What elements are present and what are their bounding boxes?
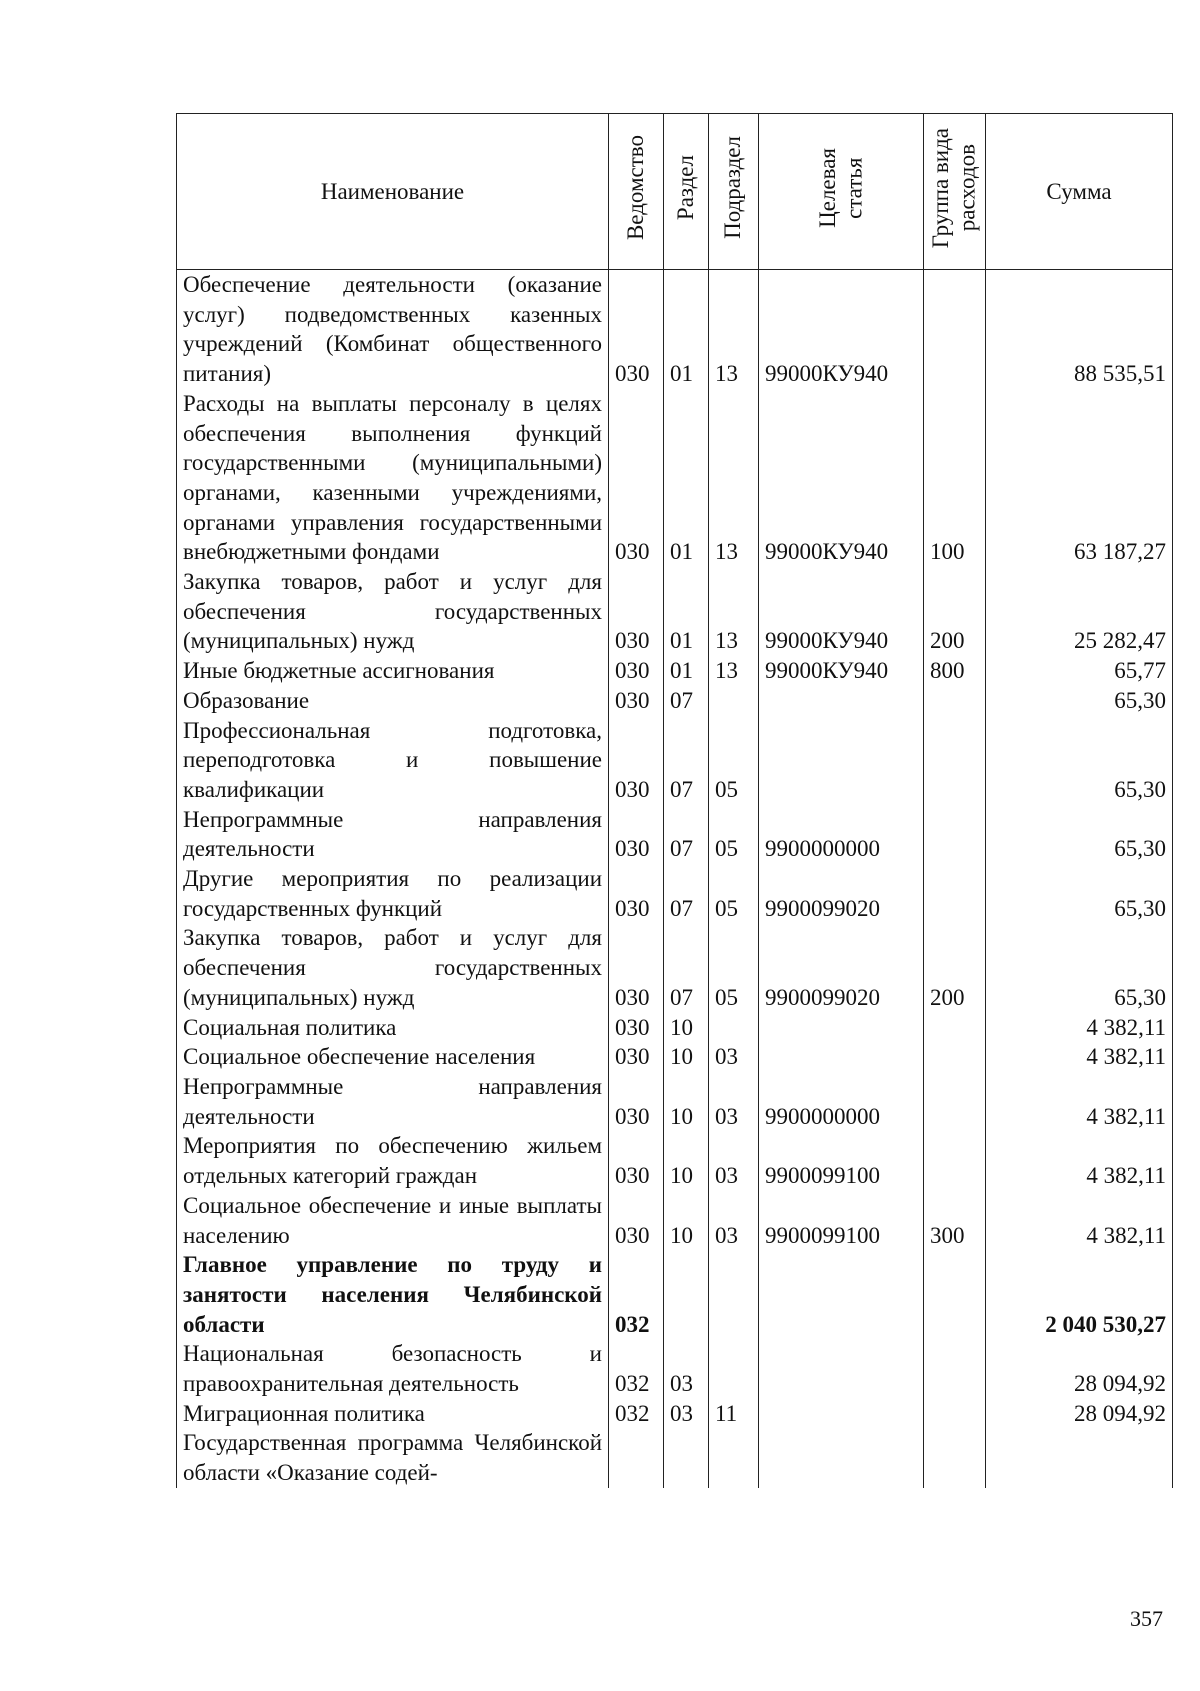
- table-row: [177, 567, 1173, 656]
- row-name: Непрограммные направления деятельности: [177, 1072, 609, 1131]
- row-target: 99000КУ940: [759, 270, 924, 389]
- row-vedomstvo: 030: [609, 1013, 664, 1043]
- table-row: [177, 1042, 1173, 1072]
- row-name: Образование: [177, 686, 609, 716]
- table-row: [177, 1399, 1173, 1429]
- row-vedomstvo: 032: [609, 1339, 664, 1398]
- table-row: [177, 270, 1173, 389]
- row-name: Расходы на выплаты персоналу в целях обеспечения выполнения функций государственными (муниципальными) органами, казенными учреждениями, органами управления государственными внебюджетными фондами: [177, 389, 609, 567]
- row-sum: 65,30: [986, 716, 1173, 805]
- row-group: [924, 1399, 986, 1429]
- row-group: [924, 716, 986, 805]
- row-name: Другие мероприятия по реализации государственных функций: [177, 864, 609, 923]
- row-group: [924, 270, 986, 389]
- row-vedomstvo: 030: [609, 567, 664, 656]
- row-name: Закупка товаров, работ и услуг для обеспечения государственных (муниципальных) нужд: [177, 923, 609, 1012]
- row-sum: 4 382,11: [986, 1042, 1173, 1072]
- row-target: [759, 1042, 924, 1072]
- row-vedomstvo: 030: [609, 1131, 664, 1190]
- row-podrazdel: 03: [709, 1131, 759, 1190]
- row-podrazdel: 13: [709, 656, 759, 686]
- row-vedomstvo: 030: [609, 656, 664, 686]
- row-group: [924, 1428, 986, 1487]
- row-name: Мероприятия по обеспечению жильем отдельных категорий граждан: [177, 1131, 609, 1190]
- row-razdel: 07: [664, 716, 709, 805]
- table-row: [177, 1072, 1173, 1131]
- row-podrazdel: [709, 1339, 759, 1398]
- col-header-name: Наименование: [177, 114, 609, 270]
- row-vedomstvo: 032: [609, 1399, 664, 1429]
- row-name: Социальное обеспечение населения: [177, 1042, 609, 1072]
- row-target: [759, 716, 924, 805]
- row-target: 9900099100: [759, 1191, 924, 1250]
- table-row: [177, 1250, 1173, 1339]
- row-razdel: 10: [664, 1191, 709, 1250]
- row-podrazdel: 13: [709, 389, 759, 567]
- row-group: [924, 1072, 986, 1131]
- row-sum: 88 535,51: [986, 270, 1173, 389]
- row-target: 9900000000: [759, 805, 924, 864]
- row-podrazdel: 03: [709, 1191, 759, 1250]
- table-row: [177, 1428, 1173, 1487]
- row-group: [924, 1013, 986, 1043]
- row-name: Профессиональная подготовка, переподготовка и повышение квалификации: [177, 716, 609, 805]
- row-podrazdel: 03: [709, 1072, 759, 1131]
- row-sum: 4 382,11: [986, 1013, 1173, 1043]
- table-row: [177, 389, 1173, 567]
- row-vedomstvo: 030: [609, 389, 664, 567]
- row-razdel: 01: [664, 656, 709, 686]
- col-header-podrazdel: Подраздел: [709, 114, 759, 270]
- row-target: [759, 686, 924, 716]
- row-podrazdel: 13: [709, 270, 759, 389]
- row-target: [759, 1399, 924, 1429]
- row-group: 300: [924, 1191, 986, 1250]
- row-vedomstvo: 030: [609, 923, 664, 1012]
- row-target: 99000КУ940: [759, 567, 924, 656]
- row-target: [759, 1339, 924, 1398]
- row-name: Непрограммные направления деятельности: [177, 805, 609, 864]
- table-row: [177, 923, 1173, 1012]
- row-sum: 65,30: [986, 805, 1173, 864]
- row-group: [924, 686, 986, 716]
- row-razdel: [664, 1428, 709, 1487]
- row-vedomstvo: 030: [609, 270, 664, 389]
- row-name: Социальная политика: [177, 1013, 609, 1043]
- row-vedomstvo: 030: [609, 1072, 664, 1131]
- row-group: [924, 805, 986, 864]
- row-target: [759, 1428, 924, 1487]
- col-header-vedomstvo: Ведомство: [609, 114, 664, 270]
- row-podrazdel: 05: [709, 864, 759, 923]
- table-header-row: [177, 114, 1173, 270]
- col-header-sum: Сумма: [986, 114, 1173, 270]
- row-sum: 28 094,92: [986, 1339, 1173, 1398]
- row-podrazdel: [709, 686, 759, 716]
- row-group: [924, 1250, 986, 1339]
- table-row: [177, 864, 1173, 923]
- row-razdel: 03: [664, 1399, 709, 1429]
- row-name: Национальная безопасность и правоохранительная деятельность: [177, 1339, 609, 1398]
- row-sum: 4 382,11: [986, 1072, 1173, 1131]
- row-razdel: 10: [664, 1131, 709, 1190]
- row-razdel: [664, 1250, 709, 1339]
- row-name: Обеспечение деятельности (оказание услуг) подведомственных казенных учреждений (Комбинат общественного питания): [177, 270, 609, 389]
- table-row: [177, 1339, 1173, 1398]
- row-razdel: 10: [664, 1042, 709, 1072]
- row-vedomstvo: 032: [609, 1250, 664, 1339]
- table-row: [177, 656, 1173, 686]
- row-podrazdel: 05: [709, 716, 759, 805]
- row-target: [759, 1013, 924, 1043]
- row-razdel: 01: [664, 567, 709, 656]
- row-sum: 4 382,11: [986, 1131, 1173, 1190]
- row-target: 9900099100: [759, 1131, 924, 1190]
- row-target: 99000КУ940: [759, 389, 924, 567]
- row-target: 99000КУ940: [759, 656, 924, 686]
- row-group: [924, 864, 986, 923]
- row-podrazdel: [709, 1250, 759, 1339]
- budget-table: [176, 113, 1173, 1488]
- row-razdel: 07: [664, 805, 709, 864]
- table-row: [177, 1191, 1173, 1250]
- table-row: [177, 716, 1173, 805]
- row-target: 9900099020: [759, 923, 924, 1012]
- row-sum: 65,77: [986, 656, 1173, 686]
- row-sum: [986, 1428, 1173, 1487]
- row-razdel: 03: [664, 1339, 709, 1398]
- table-row: [177, 686, 1173, 716]
- row-sum: 65,30: [986, 923, 1173, 1012]
- row-podrazdel: 05: [709, 923, 759, 1012]
- row-group: [924, 1131, 986, 1190]
- row-group: 800: [924, 656, 986, 686]
- row-razdel: 10: [664, 1072, 709, 1131]
- row-vedomstvo: 030: [609, 686, 664, 716]
- row-razdel: 07: [664, 864, 709, 923]
- row-vedomstvo: 030: [609, 1042, 664, 1072]
- row-target: 9900099020: [759, 864, 924, 923]
- col-header-target: Целевая статья: [759, 114, 924, 270]
- row-name: Социальное обеспечение и иные выплаты населению: [177, 1191, 609, 1250]
- row-vedomstvo: 030: [609, 1191, 664, 1250]
- row-podrazdel: 05: [709, 805, 759, 864]
- row-group: [924, 1042, 986, 1072]
- col-header-group: Группа вида расходов: [924, 114, 986, 270]
- row-podrazdel: [709, 1013, 759, 1043]
- row-vedomstvo: 030: [609, 805, 664, 864]
- row-razdel: 07: [664, 686, 709, 716]
- row-razdel: 07: [664, 923, 709, 1012]
- row-podrazdel: 03: [709, 1042, 759, 1072]
- row-name: Миграционная политика: [177, 1399, 609, 1429]
- row-group: 200: [924, 923, 986, 1012]
- row-target: [759, 1250, 924, 1339]
- table-row: [177, 1131, 1173, 1190]
- row-sum: 63 187,27: [986, 389, 1173, 567]
- row-sum: 28 094,92: [986, 1399, 1173, 1429]
- row-vedomstvo: 030: [609, 716, 664, 805]
- row-podrazdel: 11: [709, 1399, 759, 1429]
- row-group: 200: [924, 567, 986, 656]
- row-podrazdel: [709, 1428, 759, 1487]
- row-razdel: 01: [664, 389, 709, 567]
- row-sum: 4 382,11: [986, 1191, 1173, 1250]
- row-name: Иные бюджетные ассигнования: [177, 656, 609, 686]
- row-vedomstvo: 030: [609, 864, 664, 923]
- table-row: [177, 1013, 1173, 1043]
- row-sum: 25 282,47: [986, 567, 1173, 656]
- row-name: Главное управление по труду и занятости населения Челябинской области: [177, 1250, 609, 1339]
- row-razdel: 01: [664, 270, 709, 389]
- page-number: 357: [1130, 1606, 1163, 1631]
- row-sum: 65,30: [986, 686, 1173, 716]
- row-vedomstvo: [609, 1428, 664, 1487]
- row-name: Закупка товаров, работ и услуг для обеспечения государственных (муниципальных) нужд: [177, 567, 609, 656]
- row-razdel: 10: [664, 1013, 709, 1043]
- row-sum: 65,30: [986, 864, 1173, 923]
- row-sum: 2 040 530,27: [986, 1250, 1173, 1339]
- table-row: [177, 805, 1173, 864]
- row-name: Государственная программа Челябинской области «Оказание содей-: [177, 1428, 609, 1487]
- row-group: [924, 1339, 986, 1398]
- row-podrazdel: 13: [709, 567, 759, 656]
- row-target: 9900000000: [759, 1072, 924, 1131]
- row-group: 100: [924, 389, 986, 567]
- col-header-razdel: Раздел: [664, 114, 709, 270]
